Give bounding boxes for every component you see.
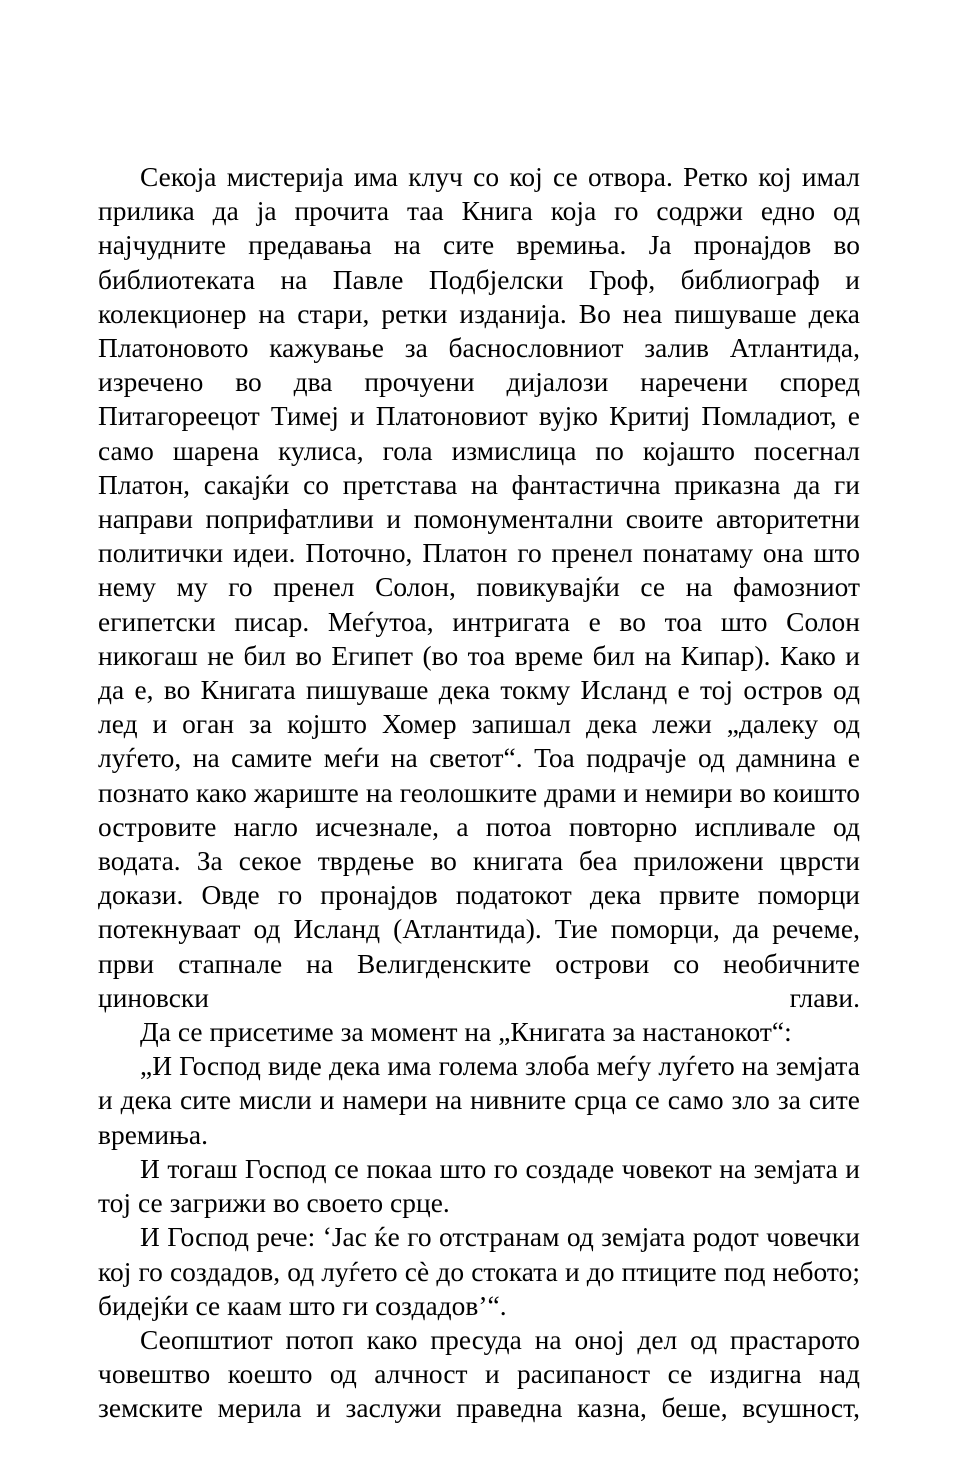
- body-paragraph: И Господ рече: ‘Јас ќе го отстранам од земјата родот човечки кој го создадов, од луѓето сѐ до стоката и до птиците под небото; бидејќи се каам што ги создадов’“.: [98, 1222, 860, 1321]
- body-paragraph: „И Господ виде дека има голема злоба меѓу луѓето на земјата и дека сите мисли и намери на нивните срца се само зло за сите времиња.: [98, 1051, 860, 1150]
- body-paragraph: Сеопштиот потоп како пресуда на оној дел од прастарото човештво коешто од алчност и расипаност се издигна над земските мерила и заслужи праведна казна, беше, всушност,: [98, 1324, 860, 1424]
- body-paragraph: Секоја мистерија има клуч со кој се отвора. Ретко кој имал прилика да ја прочита таа Книга која го содржи едно од најчудните предавања на сите времиња. Ја пронајдов во библиотеката на Павле Подбјелски Гроф, библиограф и колекционер на стари, ретки изданија. Во неа пишуваше дека Платоновото кажување за баснословниот залив Атлантида, изречено во два прочуени дијалози наречени според Питагорeецот Тимеј и Платоновиот вујко Критиј Помладиот, е само шарена кулиса, гола измислица по којашто посегнал Платон, сакајќи со претстава на фантастична приказна да ги направи поприфатливи и помонументални своите авторитетни политички идеи. Поточно, Платон го пренел понатаму она што нему му го пренел Солон, повикувајќи се на фамозниот египетски писар. Меѓутоа, интригата е во тоа што Солон никогаш не бил во Египет (во тоа време бил на Кипар). Како и да е, во Книгата пишуваше дека токму Исланд е тој остров од лед и оган за којшто Хомер запишал дека лежи „далеку од луѓето, на самите меѓи на светот“. Тоа подрачје од дамнина е познато како жариште на геолошките драми и немири во коишто островите нагло исчезнале, а потоа повторно испливале од водата. За секое тврдење во книгата беа приложени цврсти докази. Овде го пронајдов податокот дека првите поморци потекнуваат од Исланд (Атлантида). Тие поморци, да речеме, први стапнале на Велигденските острови со необичните џиновски глави.: [98, 162, 860, 1013]
- body-paragraph: Да се присетиме за момент на „Книгата за настанокот“:: [140, 1017, 792, 1048]
- text-column: [98, 160, 860, 1426]
- body-paragraph: И тогаш Господ се покаа што го создаде човекот на земјата и тој се загрижи во своето срце.: [98, 1153, 860, 1219]
